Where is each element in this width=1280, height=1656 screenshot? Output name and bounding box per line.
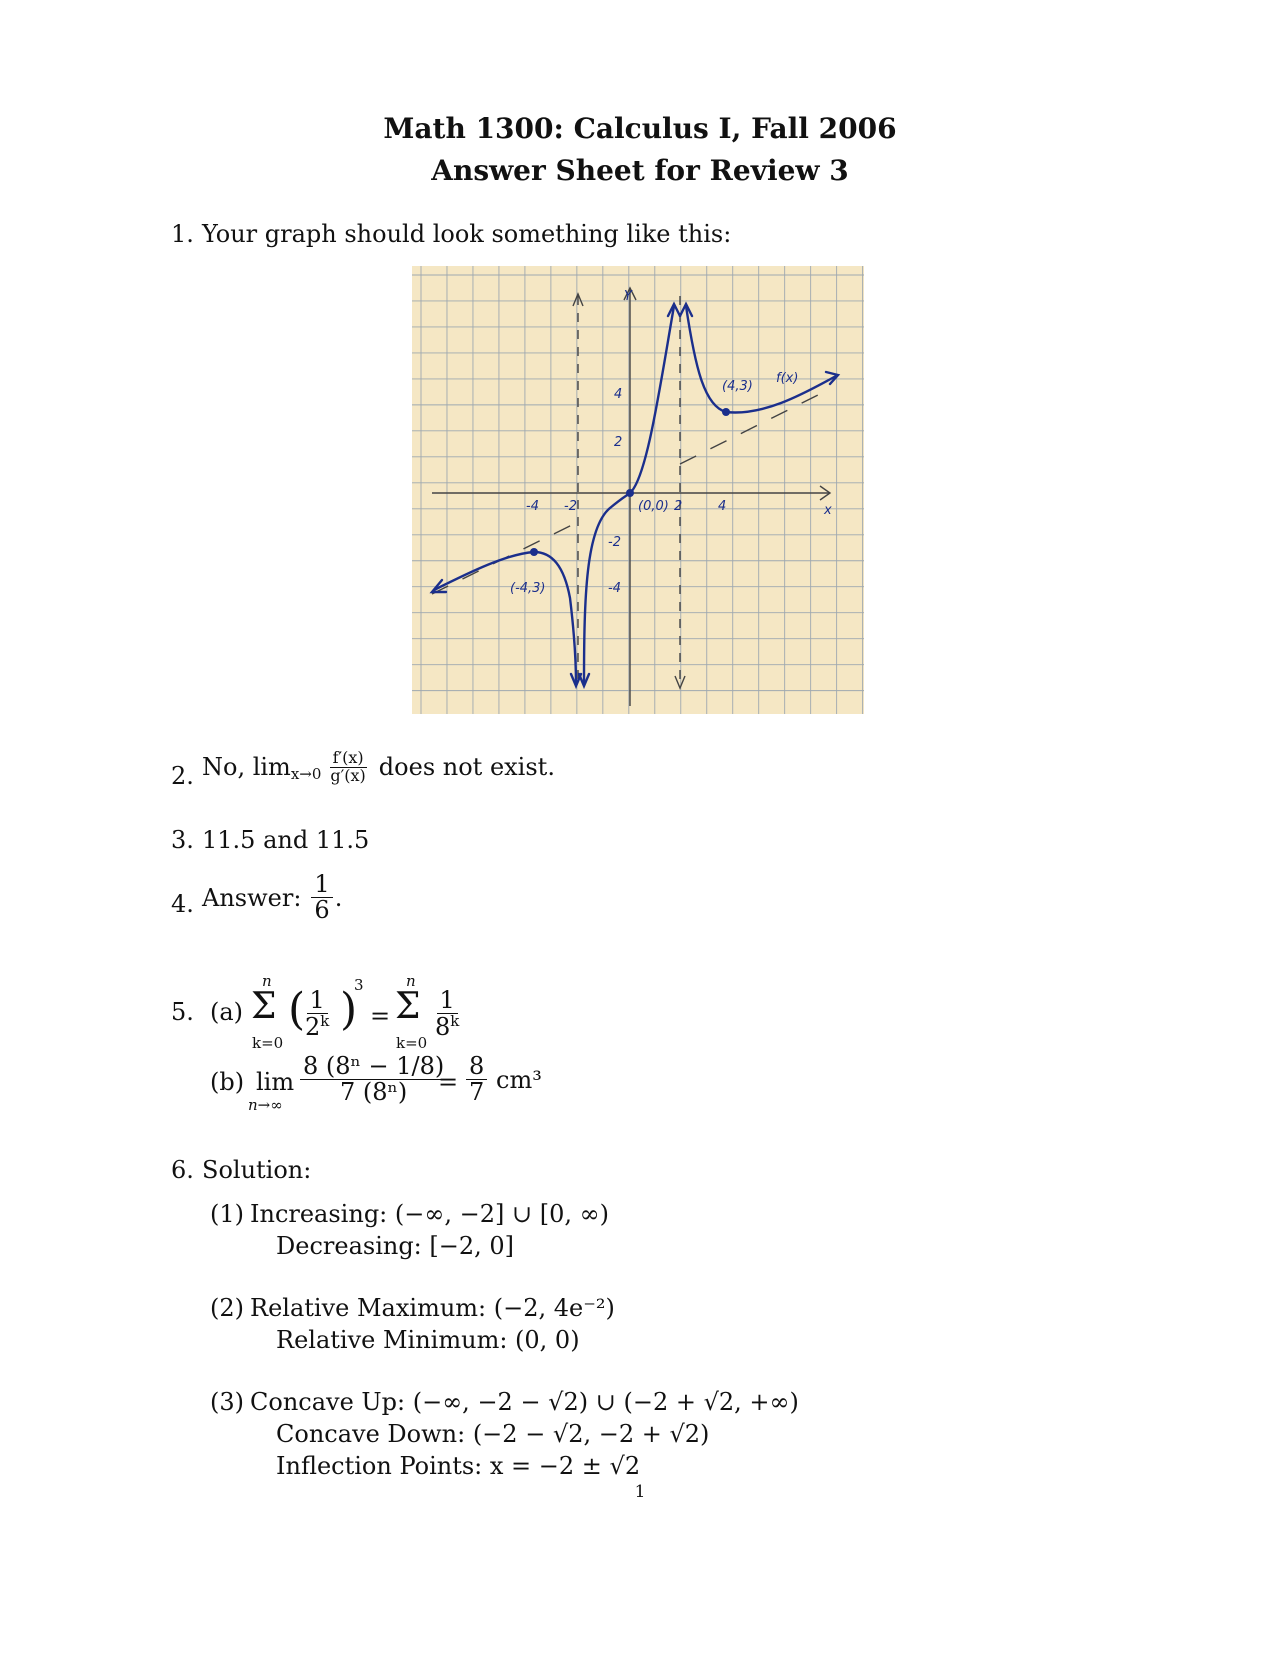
- q6-label: 6.: [171, 1156, 194, 1184]
- q5a-rhs-den-base: 8: [435, 1013, 451, 1042]
- x-tick-2: 2: [674, 499, 683, 514]
- q5a-rhs-den-exp: k: [450, 1012, 460, 1031]
- point-origin: [626, 489, 634, 497]
- q5b-unit: cm³: [496, 1066, 542, 1094]
- q5a-inner-den-base: 2: [305, 1013, 321, 1042]
- point-label-origin: (0,0): [638, 499, 669, 514]
- x-tick-4: 4: [718, 499, 727, 514]
- q5-label: 5.: [171, 998, 194, 1026]
- q5a-rhs-num: 1: [437, 988, 458, 1014]
- q3-answer: 11.5 and 11.5: [202, 826, 370, 854]
- q6-relative-max: Relative Maximum: (−2, 4e⁻²): [250, 1294, 615, 1322]
- q5a-close-paren: ): [340, 984, 358, 1035]
- q4-period: .: [334, 883, 343, 912]
- q6-relative-min: Relative Minimum: (0, 0): [276, 1326, 580, 1354]
- q5b-den: 7 (8ⁿ): [340, 1078, 408, 1107]
- q2-fraction: [327, 750, 368, 785]
- document-subtitle: Answer Sheet for Review 3: [431, 154, 849, 187]
- q2-fraction-num: f′(x): [330, 750, 367, 768]
- point-label-4-3: (4,3): [722, 379, 753, 394]
- q1-label: 1.: [171, 220, 194, 248]
- point-label-neg4-3: (-4,3): [510, 581, 546, 596]
- q6-decreasing: Decreasing: [−2, 0]: [276, 1232, 515, 1260]
- q5a-rhs-fraction: [432, 988, 462, 1040]
- q5b-lim-sub: n→∞: [248, 1096, 283, 1114]
- q4-den: 6: [314, 896, 330, 925]
- x-tick-neg2: -2: [564, 499, 577, 514]
- q6-inflection: Inflection Points: x = −2 ± √2: [276, 1452, 641, 1480]
- q5a-sum-bottom: k=0: [252, 1034, 284, 1052]
- q5b-equals: =: [438, 1068, 459, 1096]
- q2-label: 2.: [171, 762, 194, 790]
- q6-part1-label: (1): [210, 1200, 244, 1228]
- q4-label: 4.: [171, 890, 194, 918]
- q5b-num: 8 (8ⁿ − 1/8): [300, 1054, 447, 1080]
- q5a-rhs-den: [432, 1014, 462, 1040]
- y-tick-neg2: -2: [608, 535, 621, 550]
- q6-increasing: Increasing: (−∞, −2] ∪ [0, ∞): [250, 1200, 609, 1228]
- y-axis-label: Y: [624, 289, 632, 304]
- y-tick-neg4: -4: [608, 581, 621, 596]
- q4-text: Answer:: [202, 883, 302, 912]
- q2-answer: [202, 750, 555, 785]
- q6-concave-down: Concave Down: (−2 − √2, −2 + √2): [276, 1420, 710, 1448]
- q5a-rhs-sigma: Σ: [395, 986, 421, 1027]
- q5b-rhs-num: 8: [466, 1054, 487, 1080]
- q2-prefix: No, lim: [202, 753, 291, 782]
- q2-limit-subscript: x→0: [290, 765, 322, 784]
- q6-part2-label: (2): [210, 1294, 244, 1322]
- curve-label: f(x): [776, 371, 799, 386]
- y-tick-4: 4: [614, 387, 623, 402]
- q5a-inner-num: 1: [307, 988, 328, 1014]
- graph-figure: [412, 266, 864, 714]
- q5b-rhs-den: 7: [469, 1078, 485, 1107]
- q5a-open-paren: (: [288, 984, 306, 1035]
- q5a-equals: =: [370, 1002, 391, 1030]
- q2-suffix: does not exist.: [378, 753, 555, 782]
- graph-svg: [412, 266, 864, 714]
- graph-paper: [412, 266, 864, 714]
- q5a-power: 3: [354, 976, 364, 994]
- q2-fraction-den: g′(x): [330, 765, 366, 785]
- q5a-rhs-sum-bottom: k=0: [396, 1034, 428, 1052]
- y-tick-2: 2: [614, 435, 623, 450]
- q4-num: 1: [311, 872, 332, 898]
- q6-part3-label: (3): [210, 1388, 244, 1416]
- q5a-label: (a): [210, 998, 244, 1026]
- q4-fraction: [311, 872, 332, 923]
- q5b-lim: lim: [256, 1068, 295, 1096]
- x-tick-neg4: -4: [526, 499, 539, 514]
- point-neg4-3: [530, 548, 538, 556]
- point-4-3: [722, 408, 730, 416]
- q3-label: 3.: [171, 826, 194, 854]
- q1-text: Your graph should look something like this:: [202, 220, 732, 248]
- q5b-fraction: [300, 1054, 447, 1105]
- q5b-rhs-fraction: [466, 1054, 487, 1105]
- q5b-label: (b): [210, 1068, 245, 1096]
- q5a-rhs-sum-top: n: [406, 972, 416, 990]
- page-number: 1: [634, 1482, 646, 1502]
- q6-concave-up: Concave Up: (−∞, −2 − √2) ∪ (−2 + √2, +∞): [250, 1388, 799, 1416]
- q5a-inner-den-exp: k: [320, 1012, 330, 1031]
- q5a-expression: [248, 972, 468, 1054]
- q5a-sum-top: n: [262, 972, 272, 990]
- q5a-inner-den: [302, 1014, 332, 1040]
- document-title: Math 1300: Calculus I, Fall 2006: [383, 112, 897, 145]
- q6-title: Solution:: [202, 1156, 312, 1184]
- q4-answer: [202, 872, 342, 923]
- q5a-sigma: Σ: [251, 986, 277, 1027]
- x-axis-label: x: [824, 503, 832, 518]
- q5a-inner-fraction: [302, 988, 332, 1040]
